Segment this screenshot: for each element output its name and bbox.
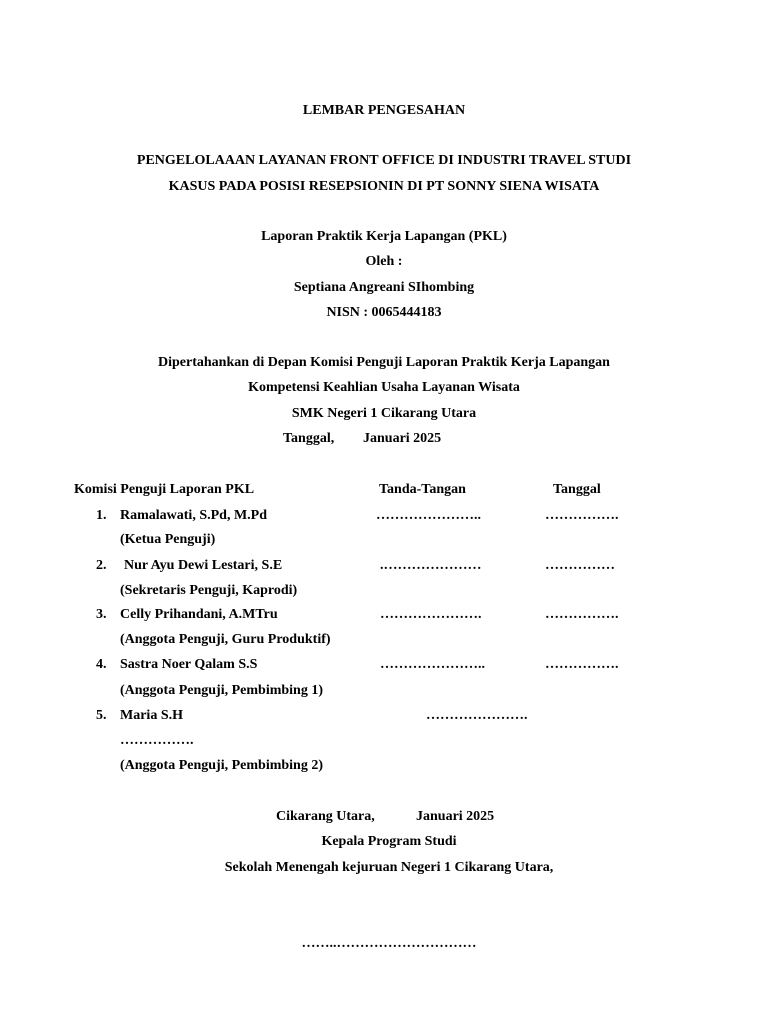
date-value: Januari 2025 — [363, 431, 442, 446]
school-name: SMK Negeri 1 Cikarang Utara — [291, 406, 477, 421]
defense-line-1: Dipertahankan di Depan Komisi Penguji Laporan Praktik Kerja Lapangan — [158, 355, 610, 370]
date-header: Tanggal — [553, 482, 601, 497]
member-role: (Anggota Penguji, Pembimbing 1) — [120, 683, 323, 698]
date-label: Tanggal, — [283, 431, 335, 446]
member-signature-line: ………………….. — [380, 657, 485, 672]
by-label: Oleh : — [365, 254, 403, 269]
member-number: 4. — [96, 657, 107, 672]
signature-line: ……..………………………… — [301, 936, 477, 951]
member-signature-line: …………………. — [426, 708, 528, 723]
defense-line-2: Kompetensi Keahlian Usaha Layanan Wisata — [248, 380, 520, 395]
member-date-line: ……………. — [545, 508, 619, 523]
member-name: Celly Prihandani, A.MTru — [120, 607, 278, 622]
member-name: Ramalawati, S.Pd, M.Pd — [120, 508, 267, 523]
member-number: 1. — [96, 508, 107, 523]
member-signature-line: …………………. — [380, 607, 482, 622]
member-signature-line: .………………… — [380, 558, 482, 573]
member-role: (Anggota Penguji, Pembimbing 2) — [120, 758, 323, 773]
member-date-line: ……………. — [545, 657, 619, 672]
author-name: Septiana Angreani SIhombing — [293, 280, 475, 295]
member-number: 2. — [96, 558, 107, 573]
member-role: (Anggota Penguji, Guru Produktif) — [120, 632, 331, 647]
member-signature-line: ………………….. — [376, 508, 481, 523]
member-role: (Ketua Penguji) — [120, 532, 216, 547]
member-number: 3. — [96, 607, 107, 622]
member-number: 5. — [96, 708, 107, 723]
signature-header: Tanda-Tangan — [379, 482, 466, 497]
closing-place: Cikarang Utara, — [276, 809, 375, 824]
page-title: LEMBAR PENGESAHAN — [302, 103, 466, 118]
closing-date: Januari 2025 — [416, 809, 495, 824]
closing-position: Kepala Program Studi — [321, 834, 457, 849]
member-role: (Sekretaris Penguji, Kaprodi) — [120, 583, 298, 598]
report-type: Laporan Praktik Kerja Lapangan (PKL) — [261, 229, 507, 244]
member-name: Nur Ayu Dewi Lestari, S.E — [124, 558, 283, 573]
committee-header: Komisi Penguji Laporan PKL — [74, 482, 255, 497]
subject-line-2: KASUS PADA POSISI RESEPSIONIN DI PT SONNY SIENA WISATA — [168, 179, 600, 194]
member-date-line: …………… — [545, 558, 615, 573]
subject-line-1: PENGELOLAAAN LAYANAN FRONT OFFICE DI INDUSTRI TRAVEL STUDI — [136, 153, 632, 168]
member-date-line: ……………. — [545, 607, 619, 622]
member-date-line: ……………. — [120, 733, 194, 748]
member-name: Maria S.H — [120, 708, 183, 723]
closing-institution: Sekolah Menengah kejuruan Negeri 1 Cikarang Utara, — [224, 860, 554, 875]
author-nisn: NISN : 0065444183 — [326, 305, 442, 320]
member-name: Sastra Noer Qalam S.S — [120, 657, 258, 672]
